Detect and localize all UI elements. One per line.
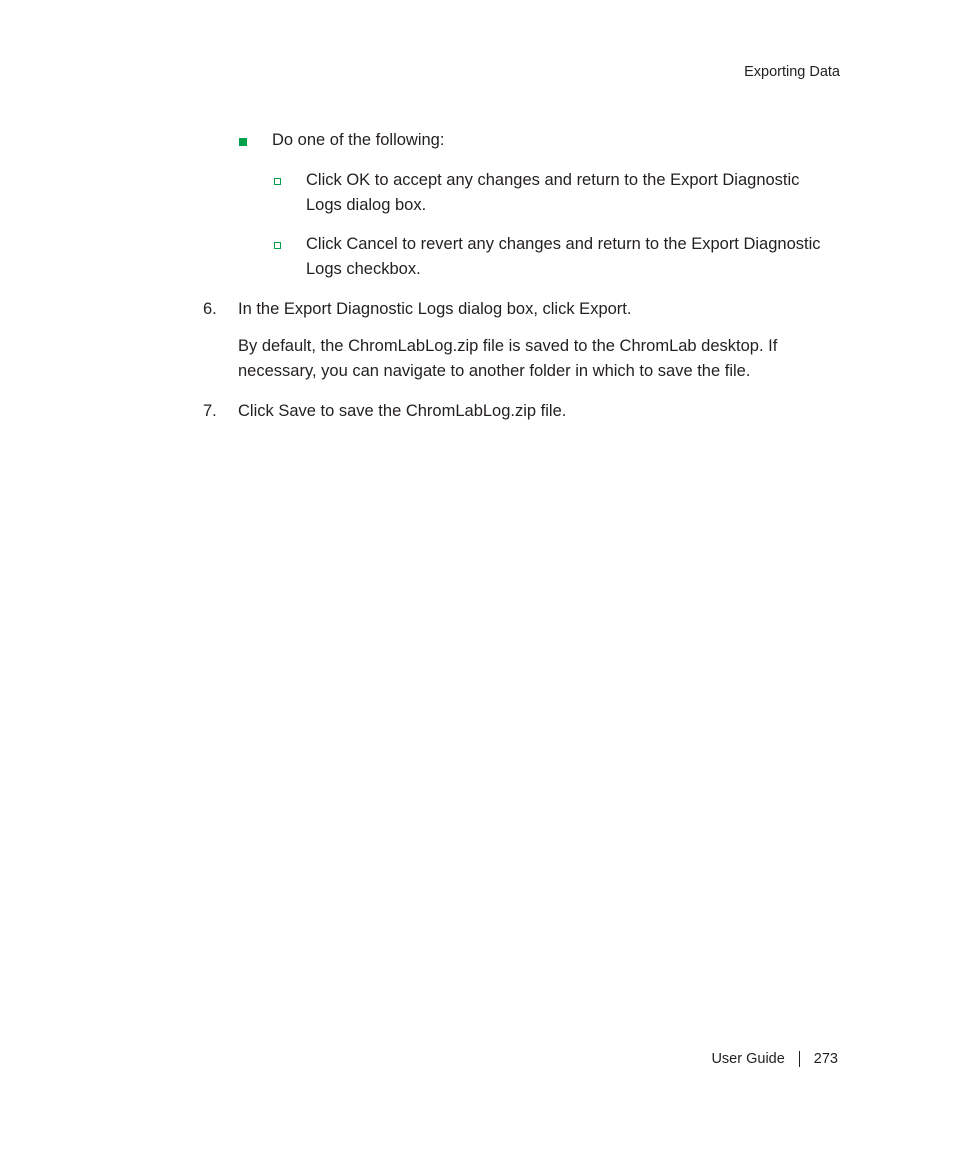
hollow-square-bullet-icon xyxy=(274,178,281,185)
hollow-square-bullet-icon xyxy=(274,242,281,249)
step-number: 7. xyxy=(203,402,217,420)
footer-guide-label: User Guide xyxy=(711,1051,785,1067)
step-7-text: Click Save to save the ChromLabLog.zip file. xyxy=(238,402,567,420)
sub-bullet-1-line1: Click OK to accept any changes and return to the Export Diagnostic xyxy=(306,171,800,189)
bullet-text: Do one of the following: xyxy=(272,131,445,149)
step-number: 6. xyxy=(203,300,217,318)
square-bullet-icon xyxy=(239,138,247,146)
sub-bullet-1-line2: Logs dialog box. xyxy=(306,196,427,214)
running-header: Exporting Data xyxy=(744,64,840,80)
step-6-note-line1: By default, the ChromLabLog.zip file is saved to the ChromLab desktop. If xyxy=(238,337,778,355)
footer-divider xyxy=(799,1051,800,1067)
sub-bullet-2-line2: Logs checkbox. xyxy=(306,260,421,278)
step-6-text: In the Export Diagnostic Logs dialog box, click Export. xyxy=(238,300,632,318)
step-6-note-line2: necessary, you can navigate to another folder in which to save the file. xyxy=(238,362,751,380)
page-number: 273 xyxy=(813,1051,838,1067)
page-footer xyxy=(711,1051,838,1067)
sub-bullet-2-line1: Click Cancel to revert any changes and return to the Export Diagnostic xyxy=(306,235,821,253)
